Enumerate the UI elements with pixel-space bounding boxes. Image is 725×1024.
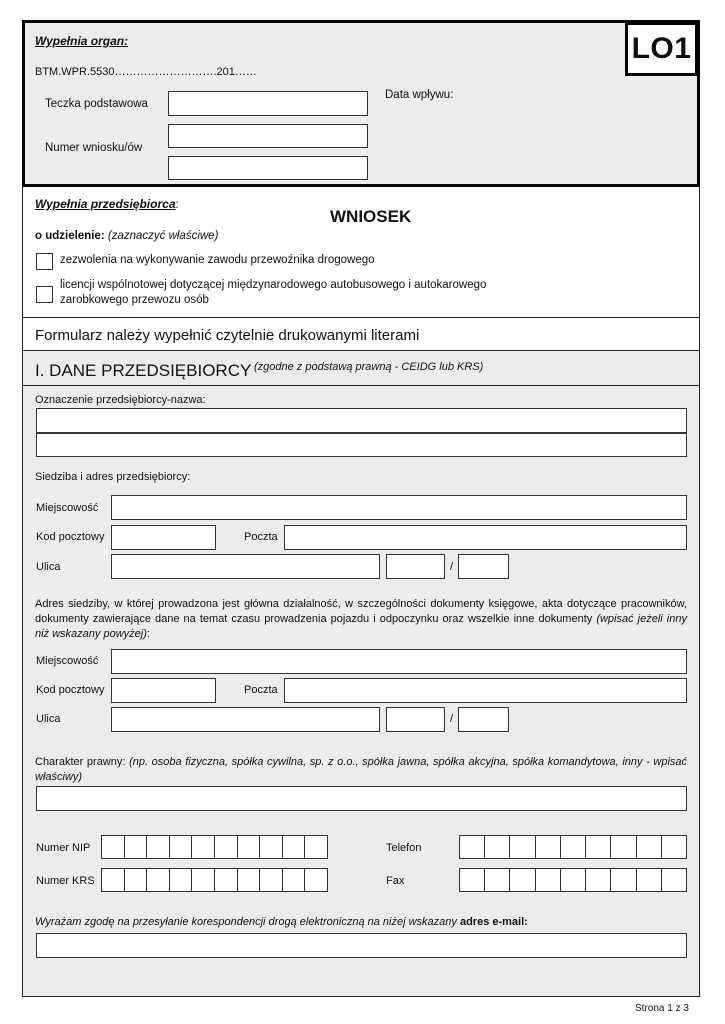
- alt-post-office-field[interactable]: [284, 678, 687, 703]
- number-separator: /: [450, 713, 454, 725]
- instruction-text: Formularz należy wypełnić czytelnie drukowanymi literami: [35, 327, 420, 344]
- grant-label: o udzielenie: (zaznaczyć właściwe): [35, 230, 219, 242]
- building-number-field[interactable]: [386, 554, 445, 579]
- form-code: LO1: [625, 22, 698, 76]
- basic-folder-field[interactable]: [168, 91, 368, 116]
- street-label: Ulica: [36, 713, 61, 725]
- post-office-label: Poczta: [244, 684, 278, 696]
- alt-city-field[interactable]: [111, 649, 687, 674]
- legal-form-field[interactable]: [36, 786, 687, 811]
- divider: [23, 350, 699, 351]
- postcode-label: Kod pocztowy: [36, 684, 105, 696]
- option-license-label-line1: licencji wspólnotowej dotyczącej międzynarodowego autobusowego i autokarowego: [60, 279, 487, 291]
- city-field[interactable]: [111, 495, 687, 520]
- krs-field[interactable]: [101, 868, 328, 892]
- company-name-label: Oznaczenie przedsiębiorcy-nazwa:: [35, 394, 206, 406]
- application-number-field-2[interactable]: [168, 156, 368, 180]
- post-office-field[interactable]: [284, 525, 687, 550]
- applicant-heading: Wypełnia przedsiębiorca:: [35, 197, 179, 211]
- alt-street-field[interactable]: [111, 707, 380, 732]
- application-title: WNIOSEK: [330, 207, 412, 226]
- city-label: Miejscowość: [36, 502, 99, 514]
- application-number-label: Numer wniosku/ów: [45, 142, 143, 154]
- postcode-field[interactable]: [111, 525, 216, 550]
- fax-field[interactable]: [459, 868, 687, 892]
- divider: [23, 385, 699, 386]
- company-name-field-1[interactable]: [36, 408, 687, 433]
- krs-label: Numer KRS: [36, 875, 95, 887]
- option-license-checkbox[interactable]: [36, 286, 53, 303]
- post-office-label: Poczta: [244, 531, 278, 543]
- city-label: Miejscowość: [36, 655, 99, 667]
- phone-field[interactable]: [459, 835, 687, 859]
- office-heading: Wypełnia organ:: [35, 34, 129, 48]
- date-received-label: Data wpływu:: [385, 89, 454, 101]
- option-permit-checkbox[interactable]: [36, 253, 53, 270]
- fax-label: Fax: [386, 875, 405, 887]
- apartment-number-field[interactable]: [458, 554, 509, 579]
- alt-postcode-field[interactable]: [111, 678, 216, 703]
- legal-form-label: Charakter prawny: (np. osoba fizyczna, spółka cywilna, sp. z o.o., spółka jawna, spółka akcyjna, spółka komandytowa, inny - wpisać właściwy): [35, 756, 688, 783]
- option-permit-label: zezwolenia na wykonywanie zawodu przewoźnika drogowego: [60, 254, 375, 266]
- option-license-label-line2: zarobkowego przewozu osób: [60, 294, 209, 306]
- alt-apartment-number-field[interactable]: [458, 707, 509, 732]
- nip-field[interactable]: [101, 835, 328, 859]
- office-reference: BTM.WPR.5530……………………….201……: [35, 66, 257, 78]
- number-separator: /: [450, 561, 454, 573]
- application-number-field-1[interactable]: [168, 124, 368, 148]
- street-field[interactable]: [111, 554, 380, 579]
- street-label: Ulica: [36, 561, 61, 573]
- company-name-field-2[interactable]: [36, 433, 687, 457]
- phone-label: Telefon: [386, 842, 422, 854]
- page-number: Strona 1 z 3: [635, 1003, 689, 1014]
- alt-address-label: Adres siedziby, w której prowadzona jest główna działalność, w szczególności dokumenty księgowe, akta dotyczące pracowników, dokumenty zawierające dane na temat czasu prowadzenia pojazdu i odpoczynku oraz wszelkie inne dokumenty (wpisać jeżeli inny niż wskazany powyżej):: [35, 598, 687, 640]
- email-consent-label: Wyrażam zgodę na przesyłanie korespondencji drogą elektroniczną na niżej wskazany adres e-mail:: [35, 916, 528, 928]
- section-note: (zgodne z podstawą prawną - CEIDG lub KRS): [254, 361, 484, 373]
- seat-address-label: Siedziba i adres przedsiębiorcy:: [35, 471, 191, 483]
- alt-building-number-field[interactable]: [386, 707, 445, 732]
- postcode-label: Kod pocztowy: [36, 531, 105, 543]
- basic-folder-label: Teczka podstawowa: [45, 98, 148, 110]
- email-field[interactable]: [36, 933, 687, 958]
- nip-label: Numer NIP: [36, 842, 91, 854]
- section-title: I. DANE PRZEDSIĘBIORCY: [35, 361, 252, 380]
